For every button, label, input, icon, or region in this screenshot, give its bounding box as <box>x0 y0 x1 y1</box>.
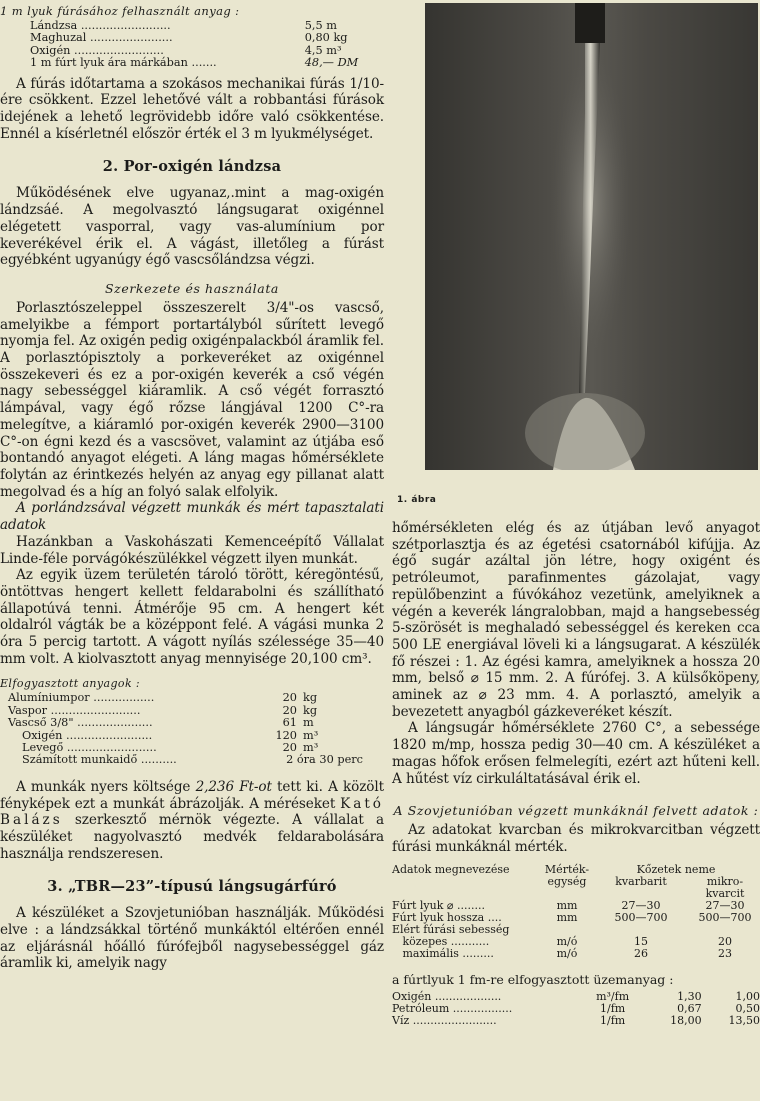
subheading-soviet-data: A Szovjetunióban végzett munkáknál felvett adatok : <box>393 803 759 819</box>
consumed-label: Levegő ......................... <box>22 741 157 755</box>
consumed-label: Vaspor ......................... <box>8 703 141 717</box>
consumed-value: 2 óra 30 perc <box>286 753 363 767</box>
paragraph-flame-temp: A lángsugár hőmérséklete 2760 C°, a sebessége 1820 m/mp, hossza pedig 30—40 cm. A készüléket a magas hőfok erősen felmelegíti, ezért azt hűteni kell. A hűtést víz cirkuláltatásával érik el. <box>392 720 760 787</box>
fuel-table-row-unit: 1/fm <box>600 1001 626 1015</box>
fuel-table-row-unit: 1/fm <box>600 1013 626 1027</box>
rock-table-row-b: 23 <box>718 946 732 960</box>
fuel-table-row-label: Oxigén ................... <box>392 989 502 1003</box>
material-label: Oxigén ......................... <box>30 43 164 57</box>
material-label: 1 m fúrt lyuk ára márkában ....... <box>30 56 217 70</box>
rock-data-table <box>392 864 760 960</box>
rock-table-row-unit: m/ó <box>556 946 578 960</box>
figure-caption: 1. ábra <box>397 495 437 505</box>
fuel-table-row-a: 18,00 <box>670 1013 702 1027</box>
rock-table-row-label: maximális ......... <box>392 946 494 960</box>
subheading-structure: Szerkezete és használata <box>105 280 279 296</box>
consumed-unit: m³ <box>303 728 319 742</box>
material-value: 0,80 kg <box>304 31 348 45</box>
fuel-table-row-b: 1,00 <box>735 989 760 1003</box>
material-value: 48,— DM <box>304 56 359 70</box>
rock-table-row <box>392 912 760 924</box>
fuel-table-row-b: 0,50 <box>735 1001 760 1015</box>
material-value: 5,5 m <box>304 19 337 32</box>
rock-table-row-label: Fúrt lyuk hossza .... <box>392 910 502 924</box>
section-heading-tbr23: 3. „TBR—23”-típusú lángsugárfúró <box>47 878 337 896</box>
paragraph-tbr23: A készüléket a Szovjetunióban használják. Működési elve : a lándzsákkal történő munkáktól eltérően ennél az eljárásnál hőálló fúrófejből nagysebességgel gáz áramlik ki, amelyik nagy <box>0 905 384 972</box>
col-header-microquartz: mikro-kvarcit <box>705 874 745 900</box>
paragraph-powder-principle: Működésének elve ugyanaz,.mint a mag-oxigén lándzsáé. A megolvasztó lángsugarat oxigénnel elégetett vasporral, vagy vas-alumínium por keverékével érik el. A vágást, illetőleg a fúrást egyébként ugyanúgy égő vascsőlándzsa végzi. <box>0 185 384 269</box>
fuel-table-row <box>392 991 760 1003</box>
paragraph-structure: Porlasztószeleppel összeszerelt 3/4"-os vascső, amelyikbe a fémport portartályból sűrített levegő nyomja fel. Az oxigén pedig oxigénpalackból áramlik fel. A porlasztópisztoly a porkeveréket az oxigénnel összekeveri és ez a por-oxigén keverék a cső végén nagy sebességgel kiáramlik. A cső végét forrasztó lámpával, vagy égő rőzse lángjával 1200 C°-ra melegítve, a kiáramló por-oxigén keverék 2900—3100 C°-on égni kezd és a vascsövet, valamint az útjába eső bontandó anyagot elégeti. A láng magas hőmérséklete folytán az érintkezés helyén az anyag egy pillanat alatt megolvad és a híg an folyó salak elfolyik. <box>0 299 384 500</box>
flame-photograph <box>425 3 758 470</box>
col-header-quartz: kvarbarit <box>615 874 667 888</box>
left-column <box>0 0 384 972</box>
material-row <box>30 57 385 69</box>
rock-table-row-label: közepes ........... <box>392 934 490 948</box>
fuel-table <box>392 991 760 1027</box>
rock-table-row <box>392 936 760 948</box>
consumed-unit: m³ <box>303 741 319 755</box>
fuel-table-row-a: 1,30 <box>677 989 702 1003</box>
rock-table-row-label: Elért fúrási sebesség <box>392 922 510 936</box>
col-header-rock: Kőzetek neme <box>636 862 716 876</box>
consumed-label: Vascső 3/8" ..................... <box>8 716 153 730</box>
rock-table-row-unit: mm <box>556 898 578 912</box>
consumed-label: Oxigén ........................ <box>22 728 153 742</box>
rock-table-row-label: Fúrt lyuk ⌀ ........ <box>392 898 485 912</box>
consumed-value: 20 <box>282 703 297 717</box>
consumed-table <box>8 692 363 766</box>
paragraph-works-heading: A porlándzsával végzett munkák és mért tapasztalati adatok <box>0 500 384 534</box>
rock-table-row <box>392 900 760 912</box>
rock-table-row-b: 500—700 <box>698 910 752 924</box>
fuel-table-row-b: 13,50 <box>728 1013 760 1027</box>
consumed-value: 120 <box>275 728 297 742</box>
consumed-value: 20 <box>282 691 297 705</box>
col-header-data: Adatok megnevezése <box>392 862 510 876</box>
rock-table-row-a <box>592 924 690 936</box>
fuel-table-row-label: Víz ........................ <box>392 1013 497 1027</box>
fuel-table-row <box>392 1003 760 1015</box>
materials-heading: 1 m lyuk fúrásához felhasznált anyag : <box>0 4 240 18</box>
consumed-row <box>8 754 363 766</box>
rock-table-row-a: 500—700 <box>614 910 668 924</box>
consumed-value: 20 <box>282 741 297 755</box>
paragraph-costs: A munkák nyers költsége 2,236 Ft-ot tett ki. A közölt fényképek ezt a munkát ábrázolják. A méréseket Kató Balázs szerkesztő mérnök végezte. A vállalat a készüléket nagyolvasztó medvék feldarabolására használja rendszeresen. <box>0 778 384 862</box>
consumed-unit: kg <box>303 703 318 717</box>
consumed-value: 61 <box>282 716 297 730</box>
consumed-unit: kg <box>303 691 318 705</box>
rock-table-row-unit <box>542 924 592 936</box>
fuel-table-row-a: 0,67 <box>677 1001 702 1015</box>
materials-table <box>30 20 385 70</box>
rock-table-row-unit: mm <box>556 910 578 924</box>
rock-table-row-unit: m/ó <box>556 934 578 948</box>
col-header-unit: Mérték-egység <box>544 862 590 888</box>
rock-table-row-a: 26 <box>634 946 648 960</box>
fuel-heading: a fúrtlyuk 1 fm-re elfogyasztott üzemanyag : <box>392 971 674 987</box>
consumed-label: Számított munkaidő .......... <box>22 753 177 767</box>
section-heading-powder-lance: 2. Por-oxigén lándzsa <box>102 158 282 176</box>
consumed-label: Alumíniumpor ................. <box>8 691 155 705</box>
consumed-heading: Elfogyasztott anyagok : <box>0 677 141 691</box>
material-label: Lándzsa ......................... <box>30 19 171 32</box>
material-label: Maghuzal ....................... <box>30 31 173 45</box>
fuel-table-row-label: Petróleum ................. <box>392 1001 513 1015</box>
rock-table-row-a: 27—30 <box>621 898 661 912</box>
consumed-unit: m <box>303 716 314 730</box>
rock-table-row-b: 20 <box>718 934 732 948</box>
paragraph-combustion: hőmérsékleten elég és az útjában levő anyagot szétporlasztja és az égetési csatornából kifújja. Az égő sugár azáltal jön létre, hogy oxigént és petróleumot, parafinmentes gázolajat, vagy repülőbenzint a fúvókához vezetünk, amelyiknek a végén a keverék lángralobban, majd a hangsebesség 5-szörösét is meghaladó sebességgel és kereken cca 500 LE energiával löveli ki a lángsugarat. A készülék fő részei : 1. Az égési kamra, amelyiknek a hossza 20 mm, belső ⌀ 15 mm. 2. A fúrófej. 3. A külsőköpeny, aminek az ⌀ 23 mm. 4. A porlasztó, amelyik a bevezetett anyagból gázkeveréket készít. <box>392 520 760 720</box>
paragraph-drill-time: A fúrás időtartama a szokásos mechanikai fúrás 1/10-ére csökkent. Ezzel lehetővé vált a robbantási fúrások idejének a lehető legrövidebb időre való csökkentése. Ennél a kísérletnél először érték el 3 m lyukmélységet. <box>0 75 384 142</box>
paragraph-measurement: Az adatokat kvarcban és mikrokvarcitban végzett fúrási munkáknál mérték. <box>392 822 760 855</box>
fuel-table-row-unit: m³/fm <box>596 989 630 1003</box>
engineer-name: Kató Balázs <box>0 795 384 829</box>
fuel-table-row <box>392 1015 760 1027</box>
rock-table-row-a: 15 <box>634 934 648 948</box>
paragraph-hungary: Hazánkban a Vaskohászati Kemenceépítő Vállalat Linde-féle porvágókészülékkel végzett ilyen munkát. <box>0 533 384 567</box>
material-value: 4,5 m³ <box>304 43 342 57</box>
rock-table-row <box>392 924 760 936</box>
rock-table-row <box>392 948 760 960</box>
paragraph-cylinder: Az egyik üzem területén tároló törött, kéregöntésű, öntöttvas hengert kellett feldarabolni és szállítható állapotúvá tenni. Átmérője 95 cm. A hengert két oldalról vágták be a középpont felé. A vágási munka 2 óra 5 percig tartott. A vágott nyílás szélessége 35—40 mm volt. A kiolvasztott anyag mennyisége 20,100 cm³. <box>0 567 384 667</box>
rock-table-row-b <box>690 924 760 936</box>
rock-table-row-b: 27—30 <box>705 898 745 912</box>
